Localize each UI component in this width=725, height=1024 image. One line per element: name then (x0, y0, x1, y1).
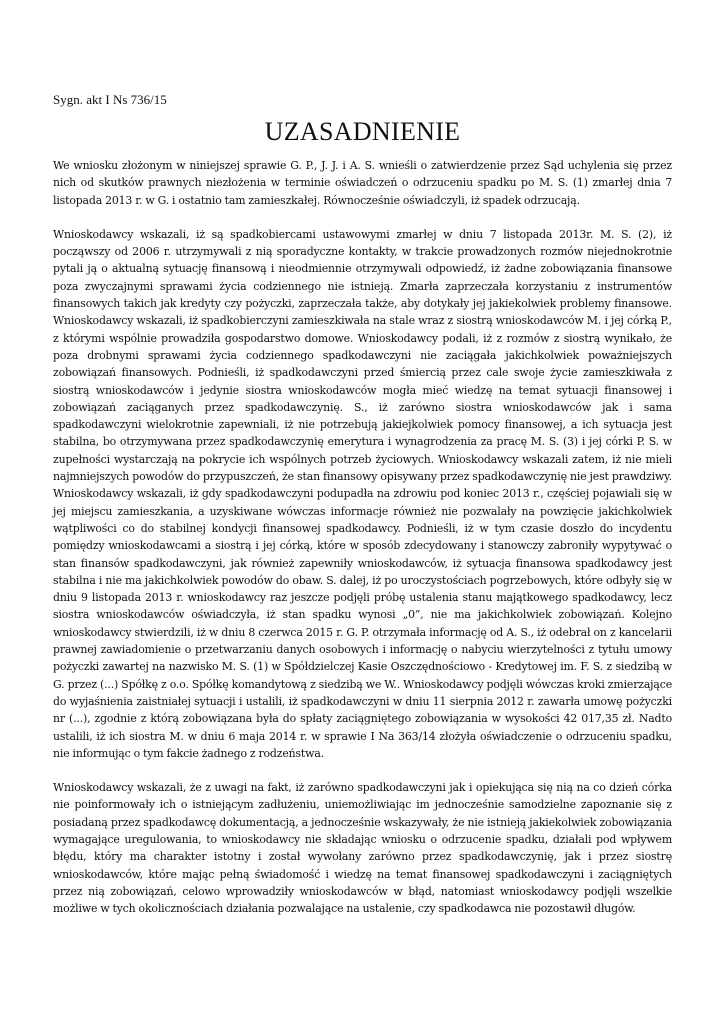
document-page (53, 92, 672, 934)
paragraph-2: Wnioskodawcy wskazali, iż są spadkobiercami ustawowymi zmarłej w dniu 7 listopada 2013r. M. S. (2), iż począwszy od 2006 r. utrzymywali z nią sporadyczne kontakty, w trakcie prowadzonych rozmów niejednokrotnie pytali ją o aktualną sytuację finansową i nieodmiennie otrzymywali odpowiedź, iż żadne zobowiązania finansowe poza zwyczajnymi sprawami życia codziennego nie istnieją. Zmarła zaprzeczała korzystaniu z instrumentów finansowych takich jak kredyty czy pożyczki, zaprzeczała także, aby dotykały jej jakiekolwiek problemy finansowe. Wnioskodawcy wskazali, iż spadkobierczyni zamieszkiwała na stale wraz z siostrą wnioskodawców M. i jej córką P., z którymi wspólnie prowadziła gospodarstwo domowe. Wnioskodawcy podali, iż z rozmów z siostrą wynikało, że poza drobnymi sprawami życia codziennego spadkodawczyni nie zaciągała jakichkolwiek poważniejszych zobowiązań finansowych. Podnieśli, iż spadkodawczyni przed śmiercią przez cale swoje życie zamieszkiwała z siostrą wnioskodawców i jedynie siostra wnioskodawców mogła mieć wiedzę na temat sytuacji finansowej i zobowiązań zaciąganych przez spadkodawczynię. S., iż zarówno siostra wnioskodawców jak i sama spadkodawczyni wielokrotnie zapewniali, iż nie potrzebują jakiejkolwiek pomocy finansowej, a ich sytuacja jest stabilna, bo otrzymywana przez spadkodawczynię emerytura i wynagrodzenia za pracę M. S. (3) i jej córki P. S. w zupełności wystarczają na pokrycie ich wspólnych potrzeb życiowych. Wnioskodawcy wskazali zatem, iż nie mieli najmniejszych powodów do przypuszczeń, że stan finansowy opisywany przez spadkodawczynię nie jest prawdziwy. Wnioskodawcy wskazali, iż gdy spadkodawczyni podupadła na zdrowiu pod koniec 2013 r., częściej pojawiali się w jej miejscu zamieszkania, a uzyskiwane wówczas informacje również nie pozwalały na powzięcie jakichkolwiek wątpliwości co do stabilnej kondycji finansowej spadkodawcy. Podnieśli, iż w tym czasie doszło do incydentu pomiędzy wnioskodawcami a siostrą i jej córką, które w sposób zdecydowany i stanowczy zabroniły wypytywać o stan finansów spadkodawczyni, jak również zapewniły wnioskodawców, iż sytuacja finansowa spadkodawcy jest stabilna i nie ma jakichkolwiek powodów do obaw. S. dalej, iż po uroczystościach pogrzebowych, które odbyły się w dniu 9 listopada 2013 r. wnioskodawcy raz jeszcze podjęli próbę ustalenia stanu majątkowego spadkodawcy, lecz siostra wnioskodawców oświadczyła, iż stan spadku wynosi „0”, nie ma jakichkolwiek zobowiązań. Kolejno wnioskodawcy stwierdzili, iż w dniu 8 czerwca 2015 r. G. P. otrzymała informację od A. S., iż odebrał on z kancelarii prawnej zawiadomienie o przetwarzaniu danych osobowych i informację o nabyciu wierzytelności z tytułu umowy pożyczki zawartej na nazwisko M. S. (1) w Spółdzielczej Kasie Oszczędnościowo - Kredytowej im. F. S. z siedzibą w G. przez (...) Spółkę z o.o. Spółkę komandytową z siedzibą we W.. Wnioskodawcy podjęli wówczas kroki zmierzające do wyjaśnienia zaistniałej sytuacji i ustalili, iż spadkodawczyni w dniu 11 sierpnia 2012 r. zawarła umowę pożyczki nr (...), zgodnie z którą zobowiązana była do spłaty zaciągniętego zobowiązania w wysokości 42 017,35 zł. Nadto ustalili, iż ich siostra M. w dniu 6 maja 2014 r. w sprawie I Na 363/14 złożyła oświadczenie o odrzuceniu spadku, nie informując o tym fakcie żadnego z rodzeństwa. (53, 227, 672, 760)
paragraph-3: Wnioskodawcy wskazali, że z uwagi na fakt, iż zarówno spadkodawczyni jak i opiekująca się nią na co dzień córka nie poinformowały ich o istniejącym zadłużeniu, uniemożliwiając im jednocześnie samodzielne zapoznanie się z posiadaną przez spadkodawcę dokumentacją, a jednocześnie wskazywały, że nie istnieją jakiekolwiek zobowiązania wymagające uregulowania, to wnioskodawcy nie składając wniosku o odrzucenie spadku, działali pod wpływem błędu, który ma charakter istotny i został wywołany zarówno przez spadkodawczynię, jak i przez siostrę wnioskodawców, które mając pełną świadomość i wiedzę na temat finansowej spadkodawczyni i zaciągniętych przez nią zobowiązań, celowo wprowadziły wnioskodawców w błąd, natomiast wnioskodawcy podjęli wszelkie możliwe w tych okolicznościach działania pozwalające na ustalenie, czy spadkodawca nie pozostawił długów. (53, 781, 672, 916)
document-title: UZASADNIENIE (264, 117, 461, 146)
paragraph-1: We wniosku złożonym w niniejszej sprawie G. P., J. J. i A. S. wnieśli o zatwierdzenie przez Sąd uchylenia się przez nich od skutków prawnych niezłożenia w terminie oświadczeń o odrzuceniu spadku po M. S. (1) zmarłej dnia 7 listopada 2013 r. w G. i ostatnio tam zamieszkałej. Równocześnie oświadczyli, iż spadek odrzucają. (53, 159, 672, 207)
case-signature: Sygn. akt I Ns 736/15 (53, 92, 167, 107)
